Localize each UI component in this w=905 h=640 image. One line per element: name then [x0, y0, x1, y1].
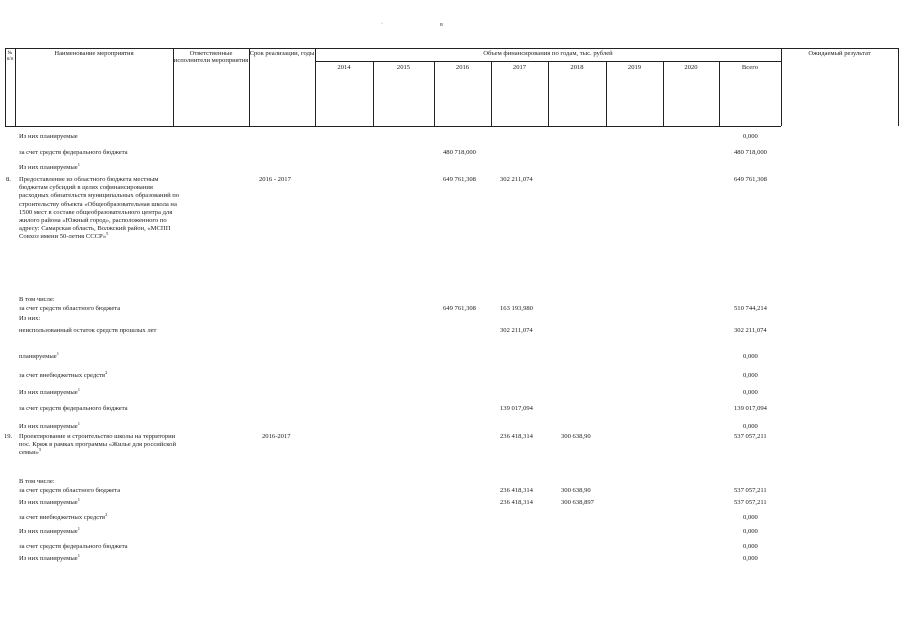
row-2017: 236 418,314 — [500, 499, 533, 506]
row-name: Из них планируемые$^1$ — [19, 525, 80, 535]
row-total: 0,000 — [743, 528, 758, 535]
row-name: планируемые$^1$ — [19, 350, 59, 360]
row-name: неиспользованный остаток средств прошлых лет — [19, 327, 157, 334]
header-period: Срок реализации, годы — [249, 50, 315, 57]
row-name: В том числе: — [19, 296, 55, 303]
row-total: 0,000 — [743, 372, 758, 379]
header-year-2019: 2019 — [627, 64, 642, 71]
row-total: 510 744,214 — [734, 305, 767, 312]
row-name: за счет средств федерального бюджета — [19, 149, 128, 156]
row-2017: 236 418,314 — [500, 487, 533, 494]
row-total: 537 057,211 — [734, 487, 767, 494]
header-year-2017: 2017 — [512, 64, 527, 71]
row-2017: 236 418,314 — [500, 433, 533, 440]
table-header — [5, 48, 898, 126]
item-number: 8. — [6, 176, 11, 183]
header-total: Всего — [741, 64, 759, 71]
page-mark: в — [440, 22, 443, 28]
row-name: за счет средств областного бюджета — [19, 487, 121, 494]
row-name: Из них планируемые$^1$ — [19, 420, 80, 430]
row-2018: 300 638,90 — [561, 433, 591, 440]
header-year-2014: 2014 — [337, 64, 351, 71]
header-year-2018: 2018 — [570, 64, 584, 71]
row-total: 0,000 — [743, 514, 758, 521]
item-period: 2016-2017 — [262, 433, 291, 440]
row-name: за счет внебюджетных средств$^2$ — [19, 511, 108, 521]
row-name: Из них планируемые$^1$ — [19, 496, 80, 506]
item-name: Проектирование и строительство школы на территории пос. Кряж в рамках программы «Жилье для российской семьи»$^5$ — [19, 433, 176, 457]
header-name: Наименование мероприятия — [54, 50, 134, 57]
scan-speck: · — [381, 21, 383, 27]
row-total: 139 017,094 — [734, 405, 767, 412]
header-year-2015: 2015 — [396, 64, 411, 71]
row-2016: 649 761,308 — [443, 305, 476, 312]
row-name: Из них планируемые$^1$ — [19, 386, 80, 396]
item-period: 2016 - 2017 — [259, 176, 291, 183]
row-total: 302 211,074 — [734, 327, 767, 334]
header-year-2016: 2016 — [455, 64, 470, 71]
row-2018: 300 638,90 — [561, 487, 591, 494]
header-executors: Ответственные исполнители мероприятия — [173, 50, 249, 64]
row-name: за счет средств областного бюджета — [19, 305, 121, 312]
header-year-2020: 2020 — [684, 64, 698, 71]
row-name: за счет внебюджетных средств$^2$ — [19, 369, 108, 379]
row-2016: 649 761,308 — [443, 176, 476, 183]
row-total: 0,000 — [743, 133, 758, 140]
row-total: 0,000 — [743, 423, 758, 430]
header-number: № п/п — [6, 51, 14, 62]
row-total: 0,000 — [743, 353, 758, 360]
row-total: 0,000 — [743, 389, 758, 396]
row-2017: 139 017,094 — [500, 405, 533, 412]
row-name: Из них планируемые — [19, 133, 78, 140]
row-name: Из них: — [19, 315, 41, 322]
row-name: за счет средств федерального бюджета — [19, 405, 128, 412]
row-name: В том числе: — [19, 478, 55, 485]
row-total: 480 718,000 — [734, 149, 767, 156]
item-name: Предоставление из областного бюджета местным бюджетам субсидий в целях софинансирования расходных обязательств муниципальных образований по строительству объекта «Общеобразовательная школа на 1500 мест в составе общеобразовательного центра для жилого района «Южный город», расположенного по адресу: Самарская область, Волжский район, «МСПП Совхоз имени 50-летия СССР»$^5$ — [19, 176, 180, 241]
row-name: за счет средств федерального бюджета — [19, 543, 128, 550]
row-total: 0,000 — [743, 543, 758, 550]
row-total: 649 761,308 — [734, 176, 767, 183]
row-total: 537 057,211 — [734, 433, 767, 440]
row-total: 0,000 — [743, 555, 758, 562]
row-2017: 302 211,074 — [500, 176, 533, 183]
row-total: 537 057,211 — [734, 499, 767, 506]
header-funding: Объем финансирования по годам, тыс. рублей — [483, 50, 613, 57]
item-number: 19. — [4, 433, 13, 440]
row-2016: 480 718,000 — [443, 149, 476, 156]
row-2018: 300 638,897 — [561, 499, 594, 506]
row-2017: 302 211,074 — [500, 327, 533, 334]
row-name: Из них планируемые$^1$ — [19, 552, 80, 562]
row-name: Из них планируемые$^1$ — [19, 161, 80, 171]
header-result: Ожидаемый результат — [808, 50, 871, 57]
row-2017: 163 193,980 — [500, 305, 533, 312]
